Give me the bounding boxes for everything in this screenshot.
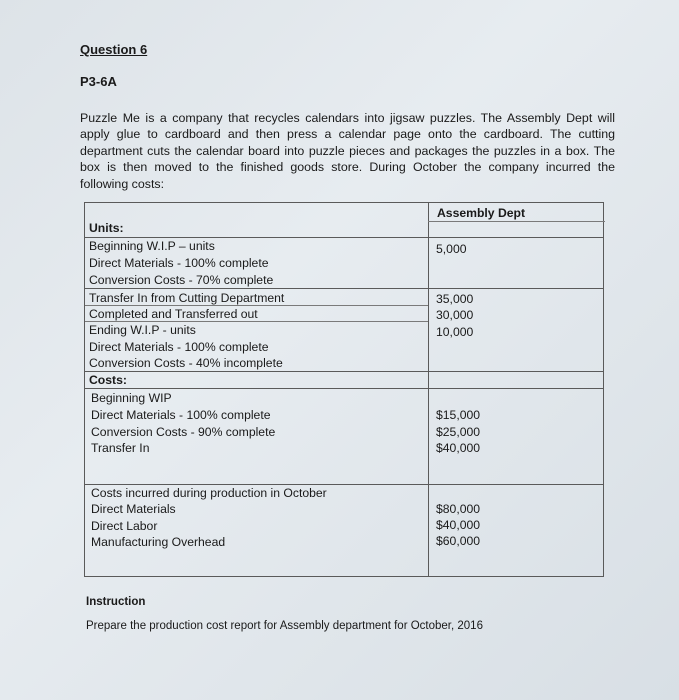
beginning-wip-units-label: Beginning W.I.P – units [89,239,215,253]
question-title: Question 6 [80,42,148,57]
header-rule [428,221,605,222]
bwip-units-value: 5,000 [436,242,467,256]
completed-value: 30,000 [436,308,474,322]
instruction-title: Instruction [86,596,146,608]
transfer-in-value: 35,000 [436,292,474,306]
ewip-dm-label: Direct Materials - 100% complete [89,340,269,354]
ending-wip-value: 10,000 [436,325,474,339]
inc-dm-value: $80,000 [436,502,481,516]
instruction-text: Prepare the production cost report for Assembly department for October, 2016 [86,620,483,632]
ending-wip-label: Ending W.I.P - units [89,323,196,337]
problem-code: P3-6A [80,74,117,89]
incurred-label: Costs incurred during production in October [91,486,327,500]
inc-moh-label: Manufacturing Overhead [91,535,226,549]
inc-moh-value: $60,000 [436,534,481,548]
bwip-dm-label: Direct Materials - 100% complete [89,256,269,270]
bwip-cc-label: Conversion Costs - 70% complete [89,273,274,287]
bwc-dm-label: Direct Materials - 100% complete [91,408,271,422]
beginning-wip-cost-label: Beginning WIP [91,391,172,405]
inc-dl-value: $40,000 [436,518,481,532]
problem-intro: Puzzle Me is a company that recycles calendars into jigsaw puzzles. The Assembly Dept will apply glue to cardboard and then press a calendar page onto the cardboard. The cutting department cuts the calendar board into puzzle pieces and packages the puzzles in a box. The box is then moved to the finished goods store. During October the company incurred the following costs: [80,111,615,191]
inc-dm-label: Direct Materials [91,502,176,516]
bwc-cc-value: $25,000 [436,425,481,439]
row-rule [85,371,603,372]
costs-label: Costs: [89,373,127,387]
column-divider [428,203,429,576]
transfer-in-label: Transfer In from Cutting Department [89,291,285,305]
cost-data-table [84,202,604,577]
bwc-ti-value: $40,000 [436,441,481,455]
bwc-cc-label: Conversion Costs - 90% complete [91,425,276,439]
completed-label: Completed and Transferred out [89,307,258,321]
bwc-ti-label: Transfer In [91,441,150,455]
inc-dl-label: Direct Labor [91,519,158,533]
units-label: Units: [89,221,124,235]
bwc-dm-value: $15,000 [436,408,481,422]
ewip-cc-label: Conversion Costs - 40% incomplete [89,356,283,370]
column-header-assembly-dept: Assembly Dept [437,206,526,220]
